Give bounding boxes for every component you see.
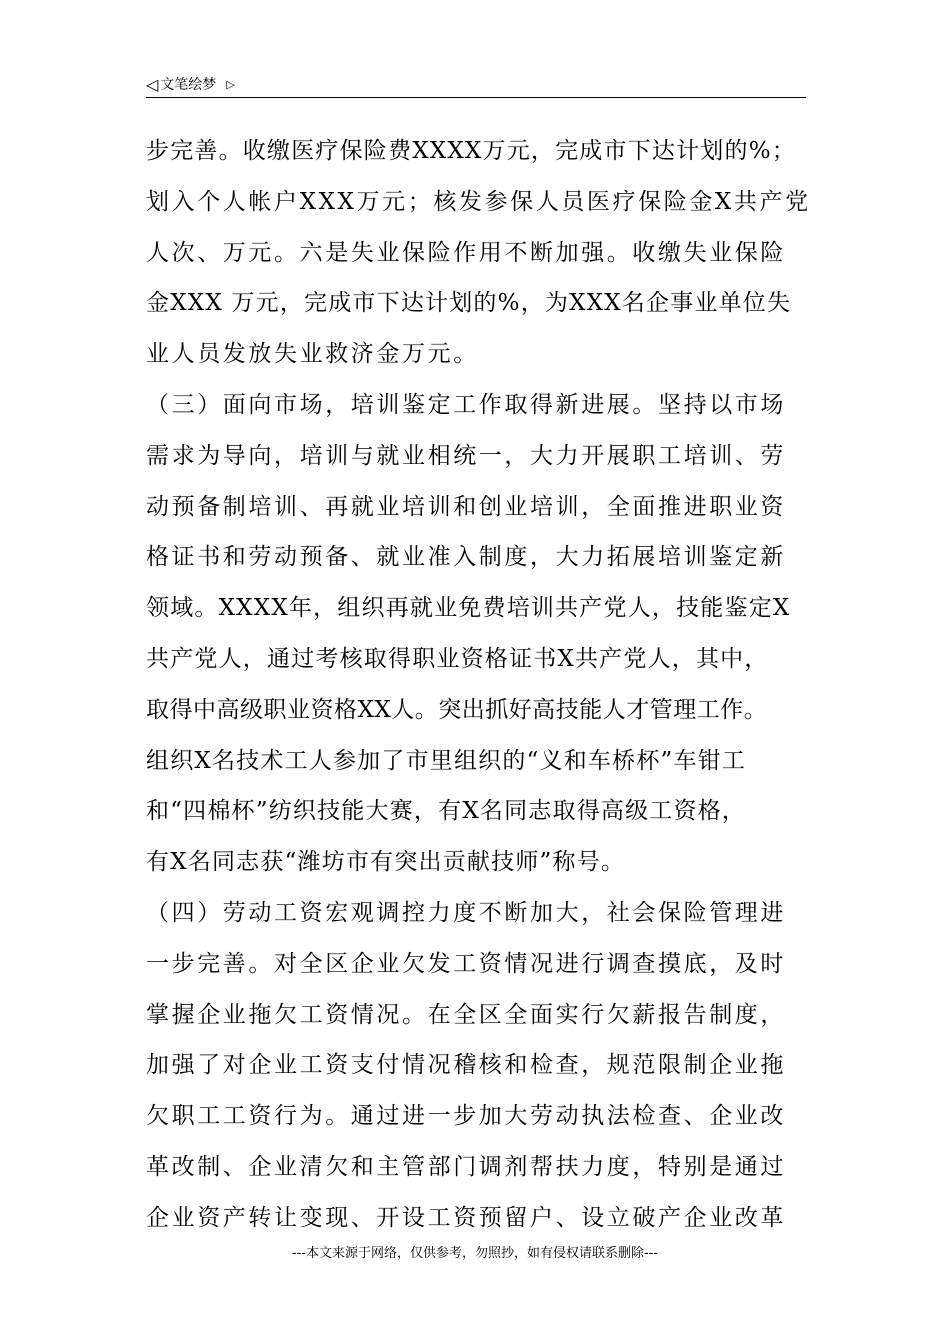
triangle-left-icon: ◁ [146,75,159,94]
text-line: 划入个人帐户XXX万元；核发参保人员医疗保险金X共产党 [146,188,811,215]
header-title: 文笔绘梦 [160,77,217,93]
text-line: 组织X名技术工人参加了市里组织的“义和车桥杯”车钳工 [146,747,747,774]
text-line: 共产党人，通过考核取得职业资格证书X共产党人，其中， [146,645,769,672]
text-line: 企业资产转让变现、开设工资预留户、设立破产企业改革 [146,1204,786,1231]
text-line: 需求为导向，培训与就业相统一，大力开展职工培训、劳 [146,442,786,469]
header-divider [146,97,806,98]
text-line: 动预备制培训、再就业培训和创业培训，全面推进职业资 [146,493,786,520]
text-line: 人次、万元。六是失业保险作用不断加强。收缴失业保险 [146,239,786,266]
text-line: 和“四棉杯”纺织技能大赛，有X名同志取得高级工资格， [146,798,747,825]
text-line: 有X名同志获“潍坊市有突出贡献技师”称号。 [146,849,626,876]
text-line: 格证书和劳动预备、就业准入制度，大力拓展培训鉴定新 [146,544,786,571]
text-line: 金XXX 万元，完成市下达计划的%，为XXX名企事业单位失 [146,290,792,317]
text-line: （四）劳动工资宏观调控力度不断加大，社会保险管理进 [146,899,786,926]
text-line: 一步完善。对全区企业欠发工资情况进行调查摸底，及时 [146,950,786,977]
page-header [146,74,806,96]
page-footer: ---本文来源于网络，仅供参考，勿照抄，如有侵权请联系删除--- [291,1246,659,1261]
text-line: （三）面向市场，培训鉴定工作取得新进展。坚持以市场 [146,391,786,418]
text-line: 业人员发放失业救济金万元。 [146,341,479,368]
text-line: 领域。XXXX年，组织再就业免费培训共产党人，技能鉴定X [146,595,791,622]
text-line: 加强了对企业工资支付情况稽核和检查，规范限制企业拖 [146,1052,786,1079]
text-line: 步完善。收缴医疗保险费XXXX万元，完成市下达计划的%； [146,138,796,164]
text-line: 革改制、企业清欠和主管部门调剂帮扶力度，特别是通过 [146,1153,786,1180]
document-body [146,126,816,1244]
text-line: 欠职工工资行为。通过进一步加大劳动执法检查、企业改 [146,1103,786,1130]
text-line: 掌握企业拖欠工资情况。在全区全面实行欠薪报告制度， [146,1001,786,1028]
triangle-right-icon: ▷ [226,78,235,91]
text-line: 取得中高级职业资格XX人。突出抓好高技能人才管理工作。 [146,696,768,723]
